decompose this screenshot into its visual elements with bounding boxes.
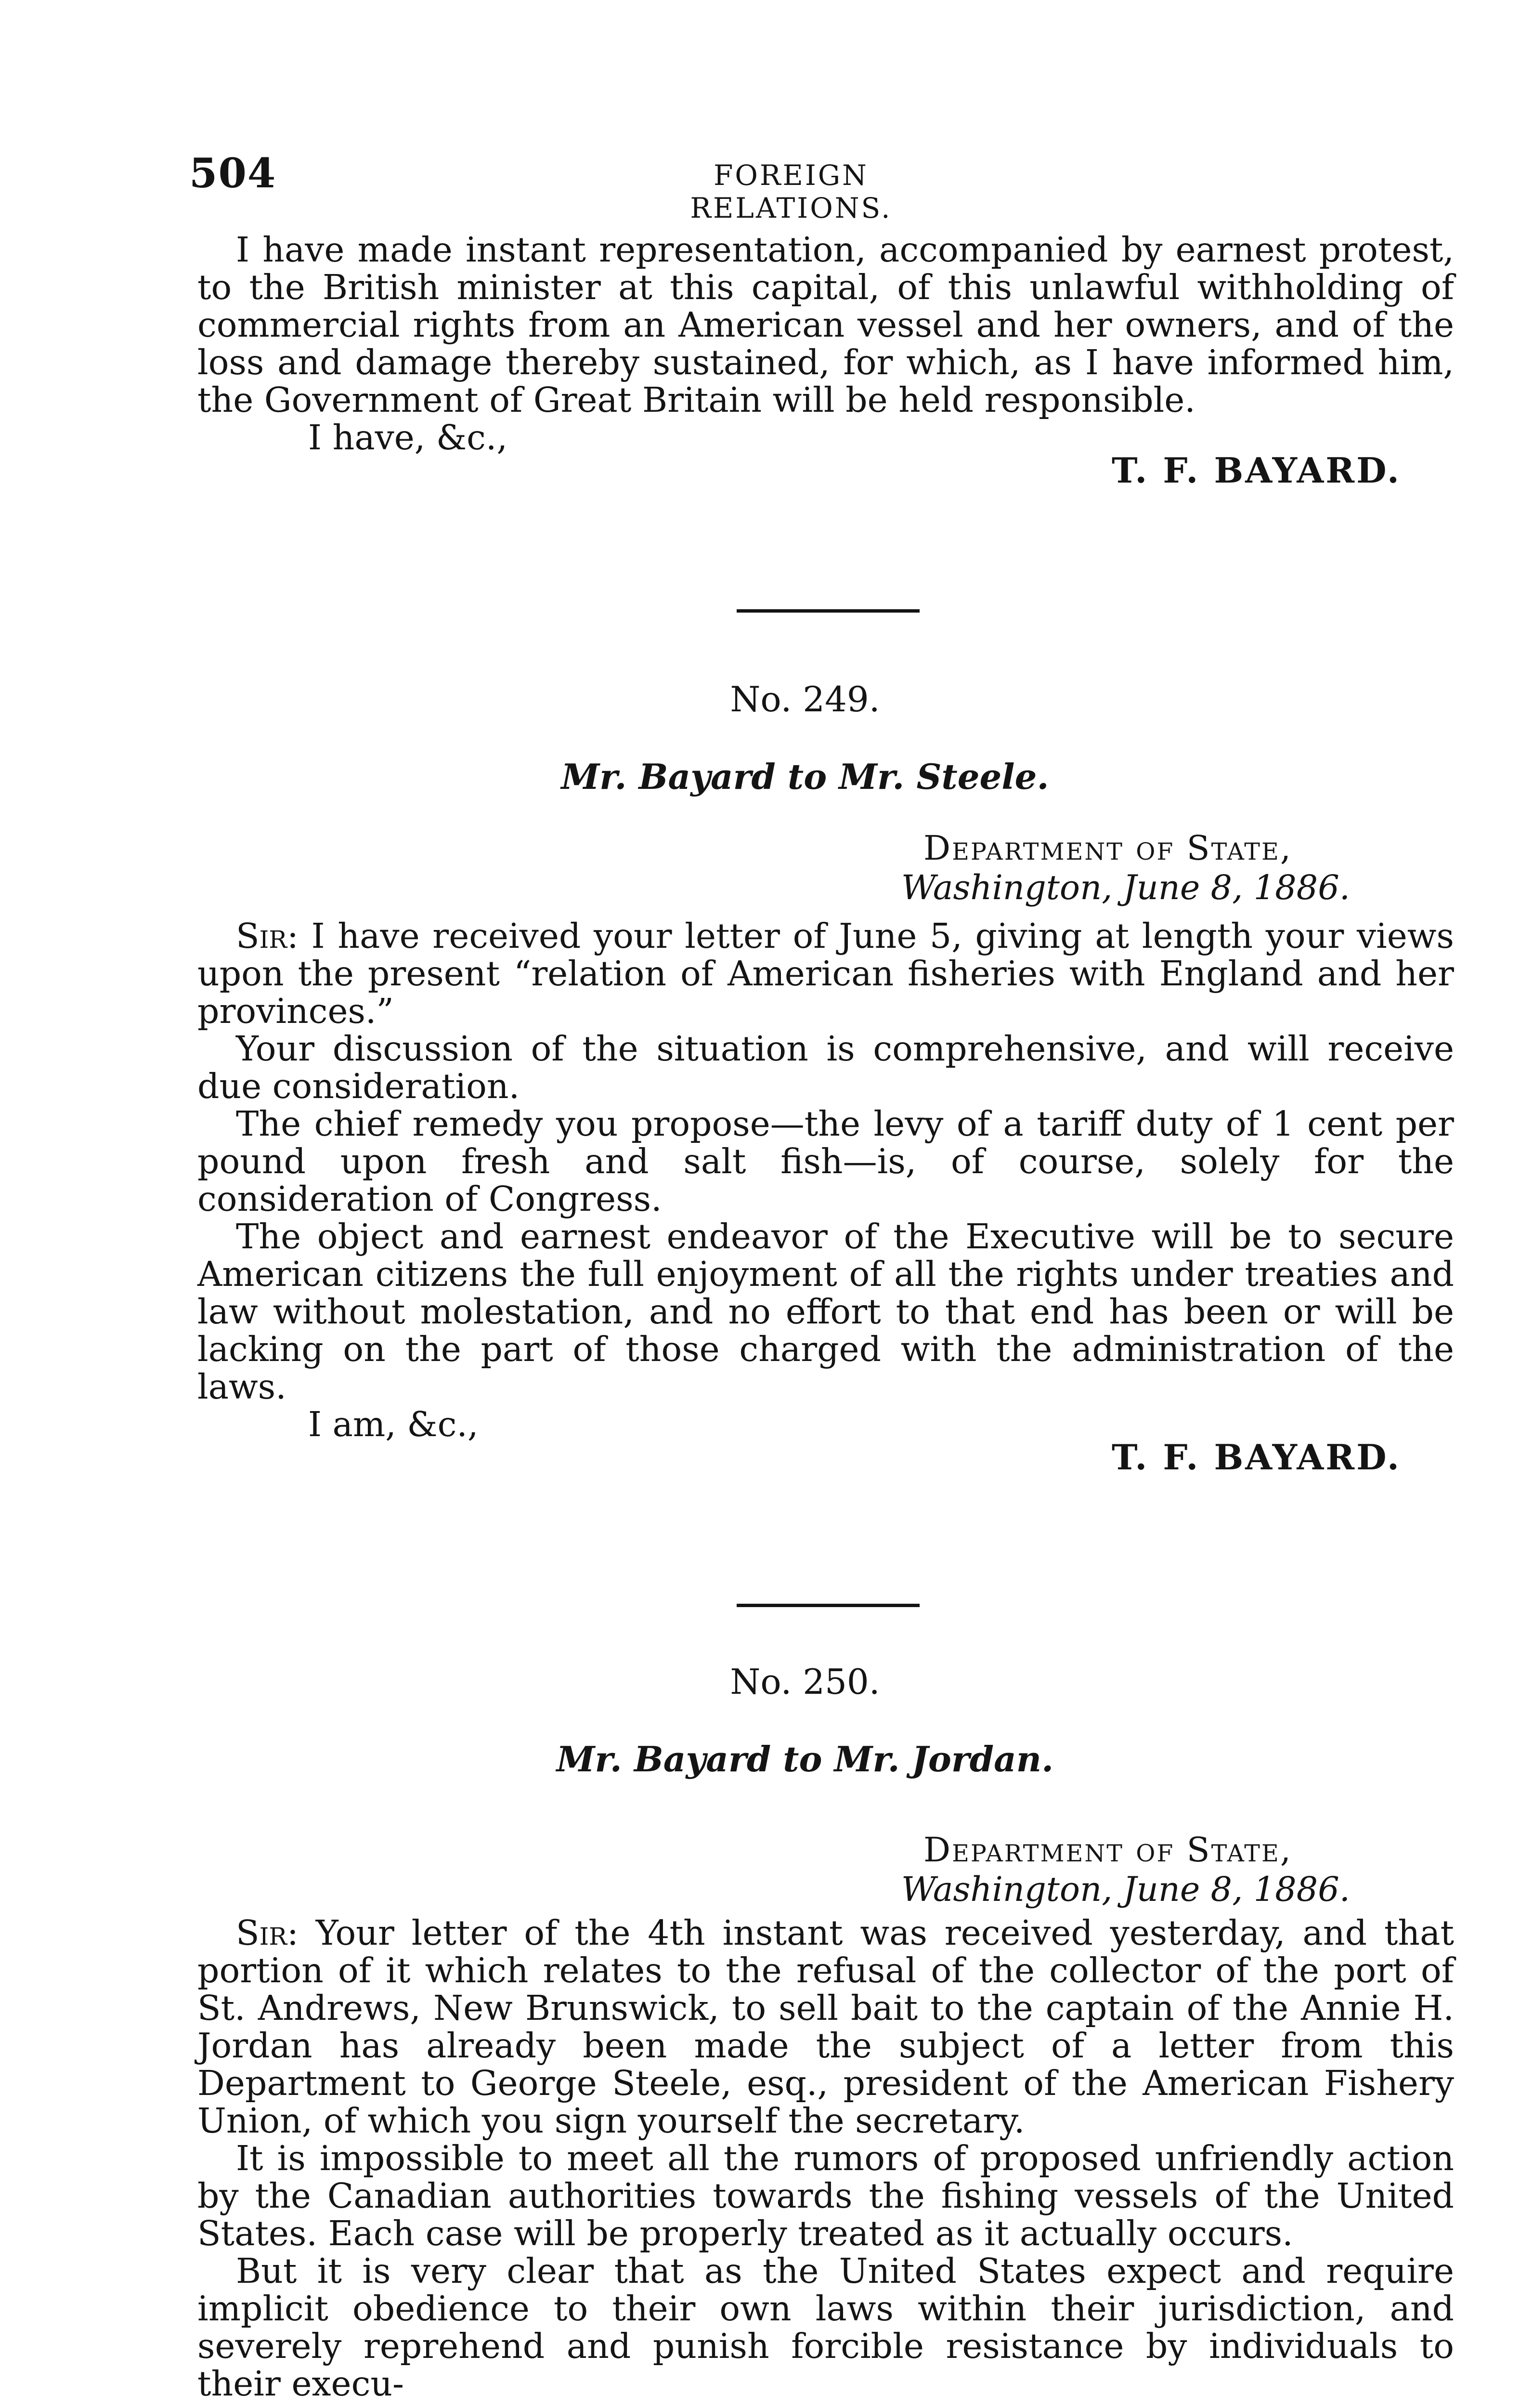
running-title: FOREIGN RELATIONS.	[690, 159, 892, 224]
intro-section	[197, 231, 1454, 489]
place-date: Washington, June 8, 1886.	[901, 868, 1350, 907]
paragraph: The object and earnest endeavor of the Executive will be to secure American citizens the full enjoyment of all the rights under treaties and law without molestation, and no effort to that end has been or will be lacking on the part of those charged with the administration of the laws.	[197, 1217, 1454, 1407]
paragraph: The chief remedy you propose—the levy of a tariff duty of 1 cent per pound upon fresh and salt fish—is, of course, solely for the consideration of Congress.	[197, 1104, 1454, 1219]
page-number: 504	[189, 149, 277, 197]
closing: I am, &c.,	[308, 1404, 479, 1444]
letter-heading: Mr. Bayard to Mr. Jordan.	[556, 1739, 1054, 1780]
letter-body	[197, 917, 1454, 1476]
department-name: Department of State,	[923, 828, 1292, 868]
paragraph-text: Your letter of the 4th instant was received yesterday, and that portion of it which relates to the refusal of the collector of the port of St. Andrews, New Brunswick, to sell bait to the captain of the Annie H. Jordan has already been made the subject of a letter from this Department to George Steele, esq., president of the American Fishery Union, of which you sign yourself the secretary.	[197, 1913, 1454, 2141]
paragraph: It is impossible to meet all the rumors of proposed unfriendly action by the Canadian authorities towards the fishing vessels of the United States. Each case will be properly treated as it actually occurs.	[197, 2138, 1454, 2253]
department-name: Department of State,	[923, 1830, 1292, 1870]
place-date: Washington, June 8, 1886.	[901, 1870, 1350, 1909]
salutation: Sir:	[236, 1913, 299, 1953]
section-divider	[737, 1604, 920, 1607]
intro-signature: T. F. BAYARD.	[1112, 450, 1401, 491]
dateline	[901, 828, 1350, 907]
dateline	[901, 1830, 1350, 1909]
paragraph	[197, 1914, 1454, 2140]
letter-heading: Mr. Bayard to Mr. Steele.	[561, 756, 1049, 797]
section-divider	[737, 609, 920, 613]
document-number: No. 249.	[730, 679, 880, 720]
paragraph: But it is very clear that as the United States expect and require implicit obedience to their own laws within their jurisdiction, and severely reprehend and punish forcible resistance by individuals to their execu-	[197, 2251, 1454, 2404]
intro-paragraph: I have made instant representation, accompanied by earnest protest, to the British minister at this capital, of this unlawful withholding of commercial rights from an American vessel and her owners, and of the loss and damage thereby sustained, for which, as I have informed him, the Government of Great Britain will be held responsible.	[197, 230, 1454, 420]
paragraph-text: I have received your letter of June 5, giving at length your views upon the present “relation of American fisheries with England and her provinces.”	[197, 916, 1454, 1031]
paragraph	[197, 917, 1454, 1030]
signature: T. F. BAYARD.	[1112, 1437, 1401, 1478]
intro-closing: I have, &c.,	[308, 418, 508, 458]
salutation: Sir:	[236, 916, 299, 956]
page-header	[189, 149, 1451, 224]
letter-body	[197, 1914, 1454, 2403]
paragraph: Your discussion of the situation is comprehensive, and will receive due consideration.	[197, 1029, 1454, 1106]
document-number: No. 250.	[730, 1662, 880, 1702]
